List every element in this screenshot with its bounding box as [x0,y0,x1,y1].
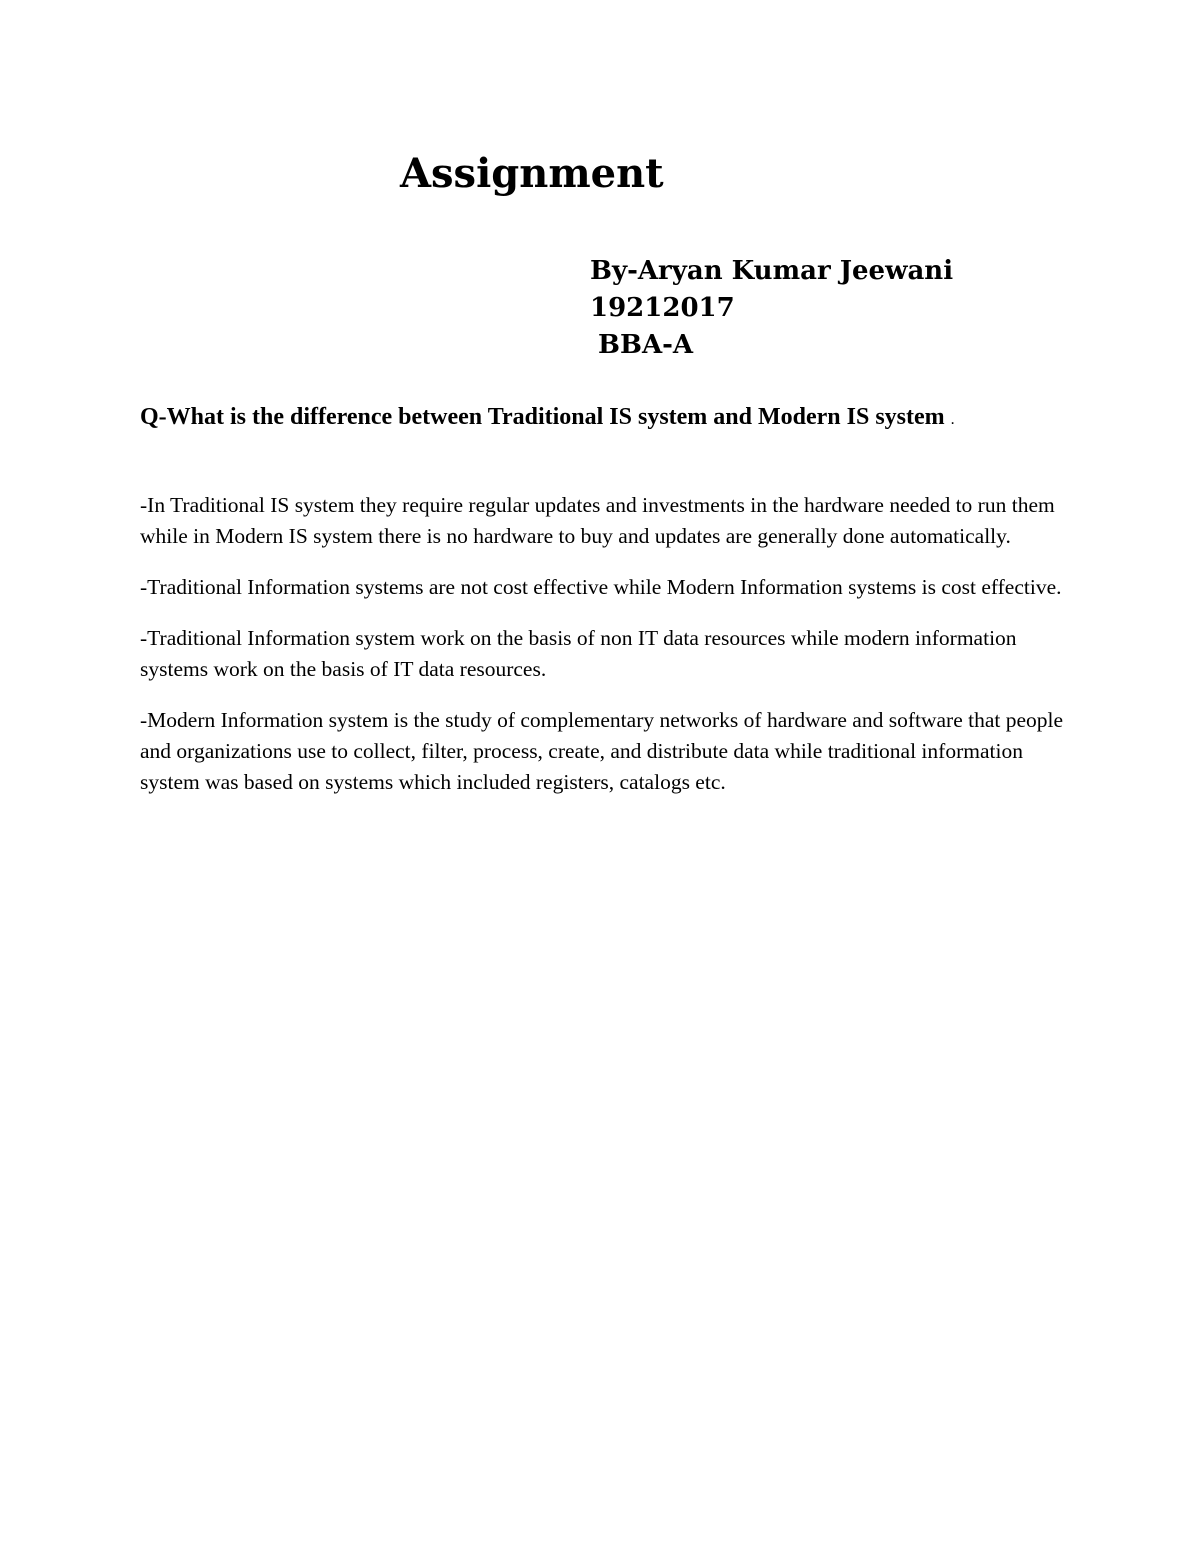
roll-number: 19212017 [590,293,735,323]
class-section: BBA-A [598,330,694,360]
question-text: Q-What is the difference between Traditional IS system and Modern IS system [140,404,945,430]
answer-paragraph-2: -Traditional Information systems are not cost effective while Modern Information systems is cost effective. [140,575,1062,599]
author-name: By-Aryan Kumar Jeewani [590,256,954,286]
author-block [590,253,953,364]
answer-paragraph-1: -In Traditional IS system they require regular updates and investments in the hardware needed to run them while in Modern IS system there is no hardware to buy and updates are generally done automatically. [140,493,1055,548]
document-title: Assignment [400,150,664,197]
question-trailing-mark: . [950,411,955,428]
answer-list [140,490,1065,818]
answer-paragraph-4: -Modern Information system is the study of complementary networks of hardware and software that people and organizations use to collect, filter, process, create, and distribute data while traditional information system was based on systems which included registers, catalogs etc. [140,708,1064,794]
answer-paragraph-3: -Traditional Information system work on the basis of non IT data resources while modern information systems work on the basis of IT data resources. [140,626,1017,681]
question-heading [140,400,1060,437]
